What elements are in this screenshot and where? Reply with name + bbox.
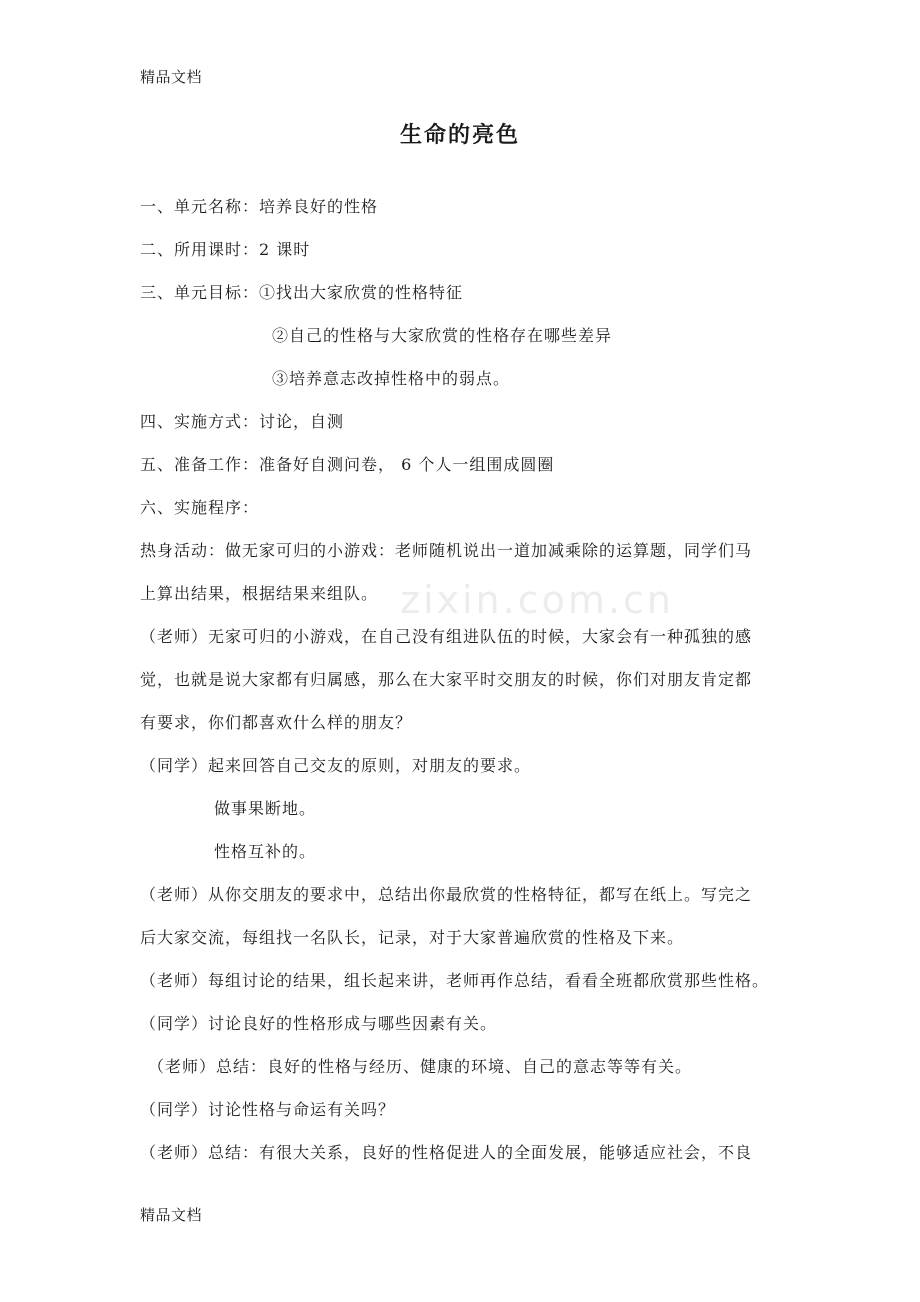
method-line: 四、实施方式：讨论，自测 (140, 412, 345, 431)
paragraph-line: （老师）无家可归的小游戏，在自己没有组进队伍的时候，大家会有一种孤独的感 (140, 627, 753, 646)
document-body (140, 196, 800, 1185)
document-title: 生命的亮色 (399, 122, 520, 148)
unit-name-line: 一、单元名称：培养良好的性格 (140, 197, 379, 216)
unit-goal-line: ②自己的性格与大家欣赏的性格存在哪些差异 (272, 326, 613, 345)
paragraph-line: 热身活动：做无家可归的小游戏：老师随机说出一道加减乘除的运算题，同学们马 (140, 541, 753, 560)
paragraph-line: 觉，也就是说大家都有归属感，那么在大家平时交朋友的时候，你们对朋友肯定都 (140, 670, 753, 689)
paragraph-line: （同学）讨论良好的性格形成与哪些因素有关。 (140, 1014, 498, 1033)
unit-goal-line: 三、单元目标：①找出大家欣赏的性格特征 (140, 283, 464, 302)
paragraph-line: 有要求，你们都喜欢什么样的朋友？ (140, 713, 413, 732)
page-header: 精品文档 (140, 68, 203, 86)
procedure-heading: 六、实施程序： (140, 498, 260, 517)
paragraph-line: 上算出结果，根据结果来组队。 (140, 584, 379, 603)
answer-item: 做事果断地。 (214, 799, 317, 818)
preparation-line: 五、准备工作：准备好自测问卷， 6 个人一组围成圆圈 (140, 455, 555, 474)
paragraph-line: （老师）总结：良好的性格与经历、健康的环境、自己的意志等等有关。 (148, 1057, 693, 1076)
answer-item: 性格互补的。 (214, 842, 317, 861)
page-footer: 精品文档 (140, 1206, 203, 1224)
paragraph-line: （同学）讨论性格与命运有关吗？ (140, 1100, 396, 1119)
watermark: zixin.com.cn (400, 578, 674, 622)
paragraph-line: （老师）总结：有很大关系，良好的性格促进人的全面发展，能够适应社会，不良 (140, 1143, 753, 1162)
paragraph-line: （老师）从你交朋友的要求中，总结出你最欣赏的性格特征，都写在纸上。写完之 (140, 885, 753, 904)
class-hours-line: 二、所用课时：2 课时 (140, 240, 311, 259)
unit-goal-line: ③培养意志改掉性格中的弱点。 (272, 369, 511, 388)
paragraph-line: 后大家交流，每组找一名队长，记录，对于大家普遍欣赏的性格及下来。 (140, 928, 685, 947)
paragraph-line: （同学）起来回答自己交友的原则，对朋友的要求。 (140, 756, 532, 775)
paragraph-line: （老师）每组讨论的结果，组长起来讲，老师再作总结，看看全班都欣赏那些性格。 (140, 971, 770, 990)
